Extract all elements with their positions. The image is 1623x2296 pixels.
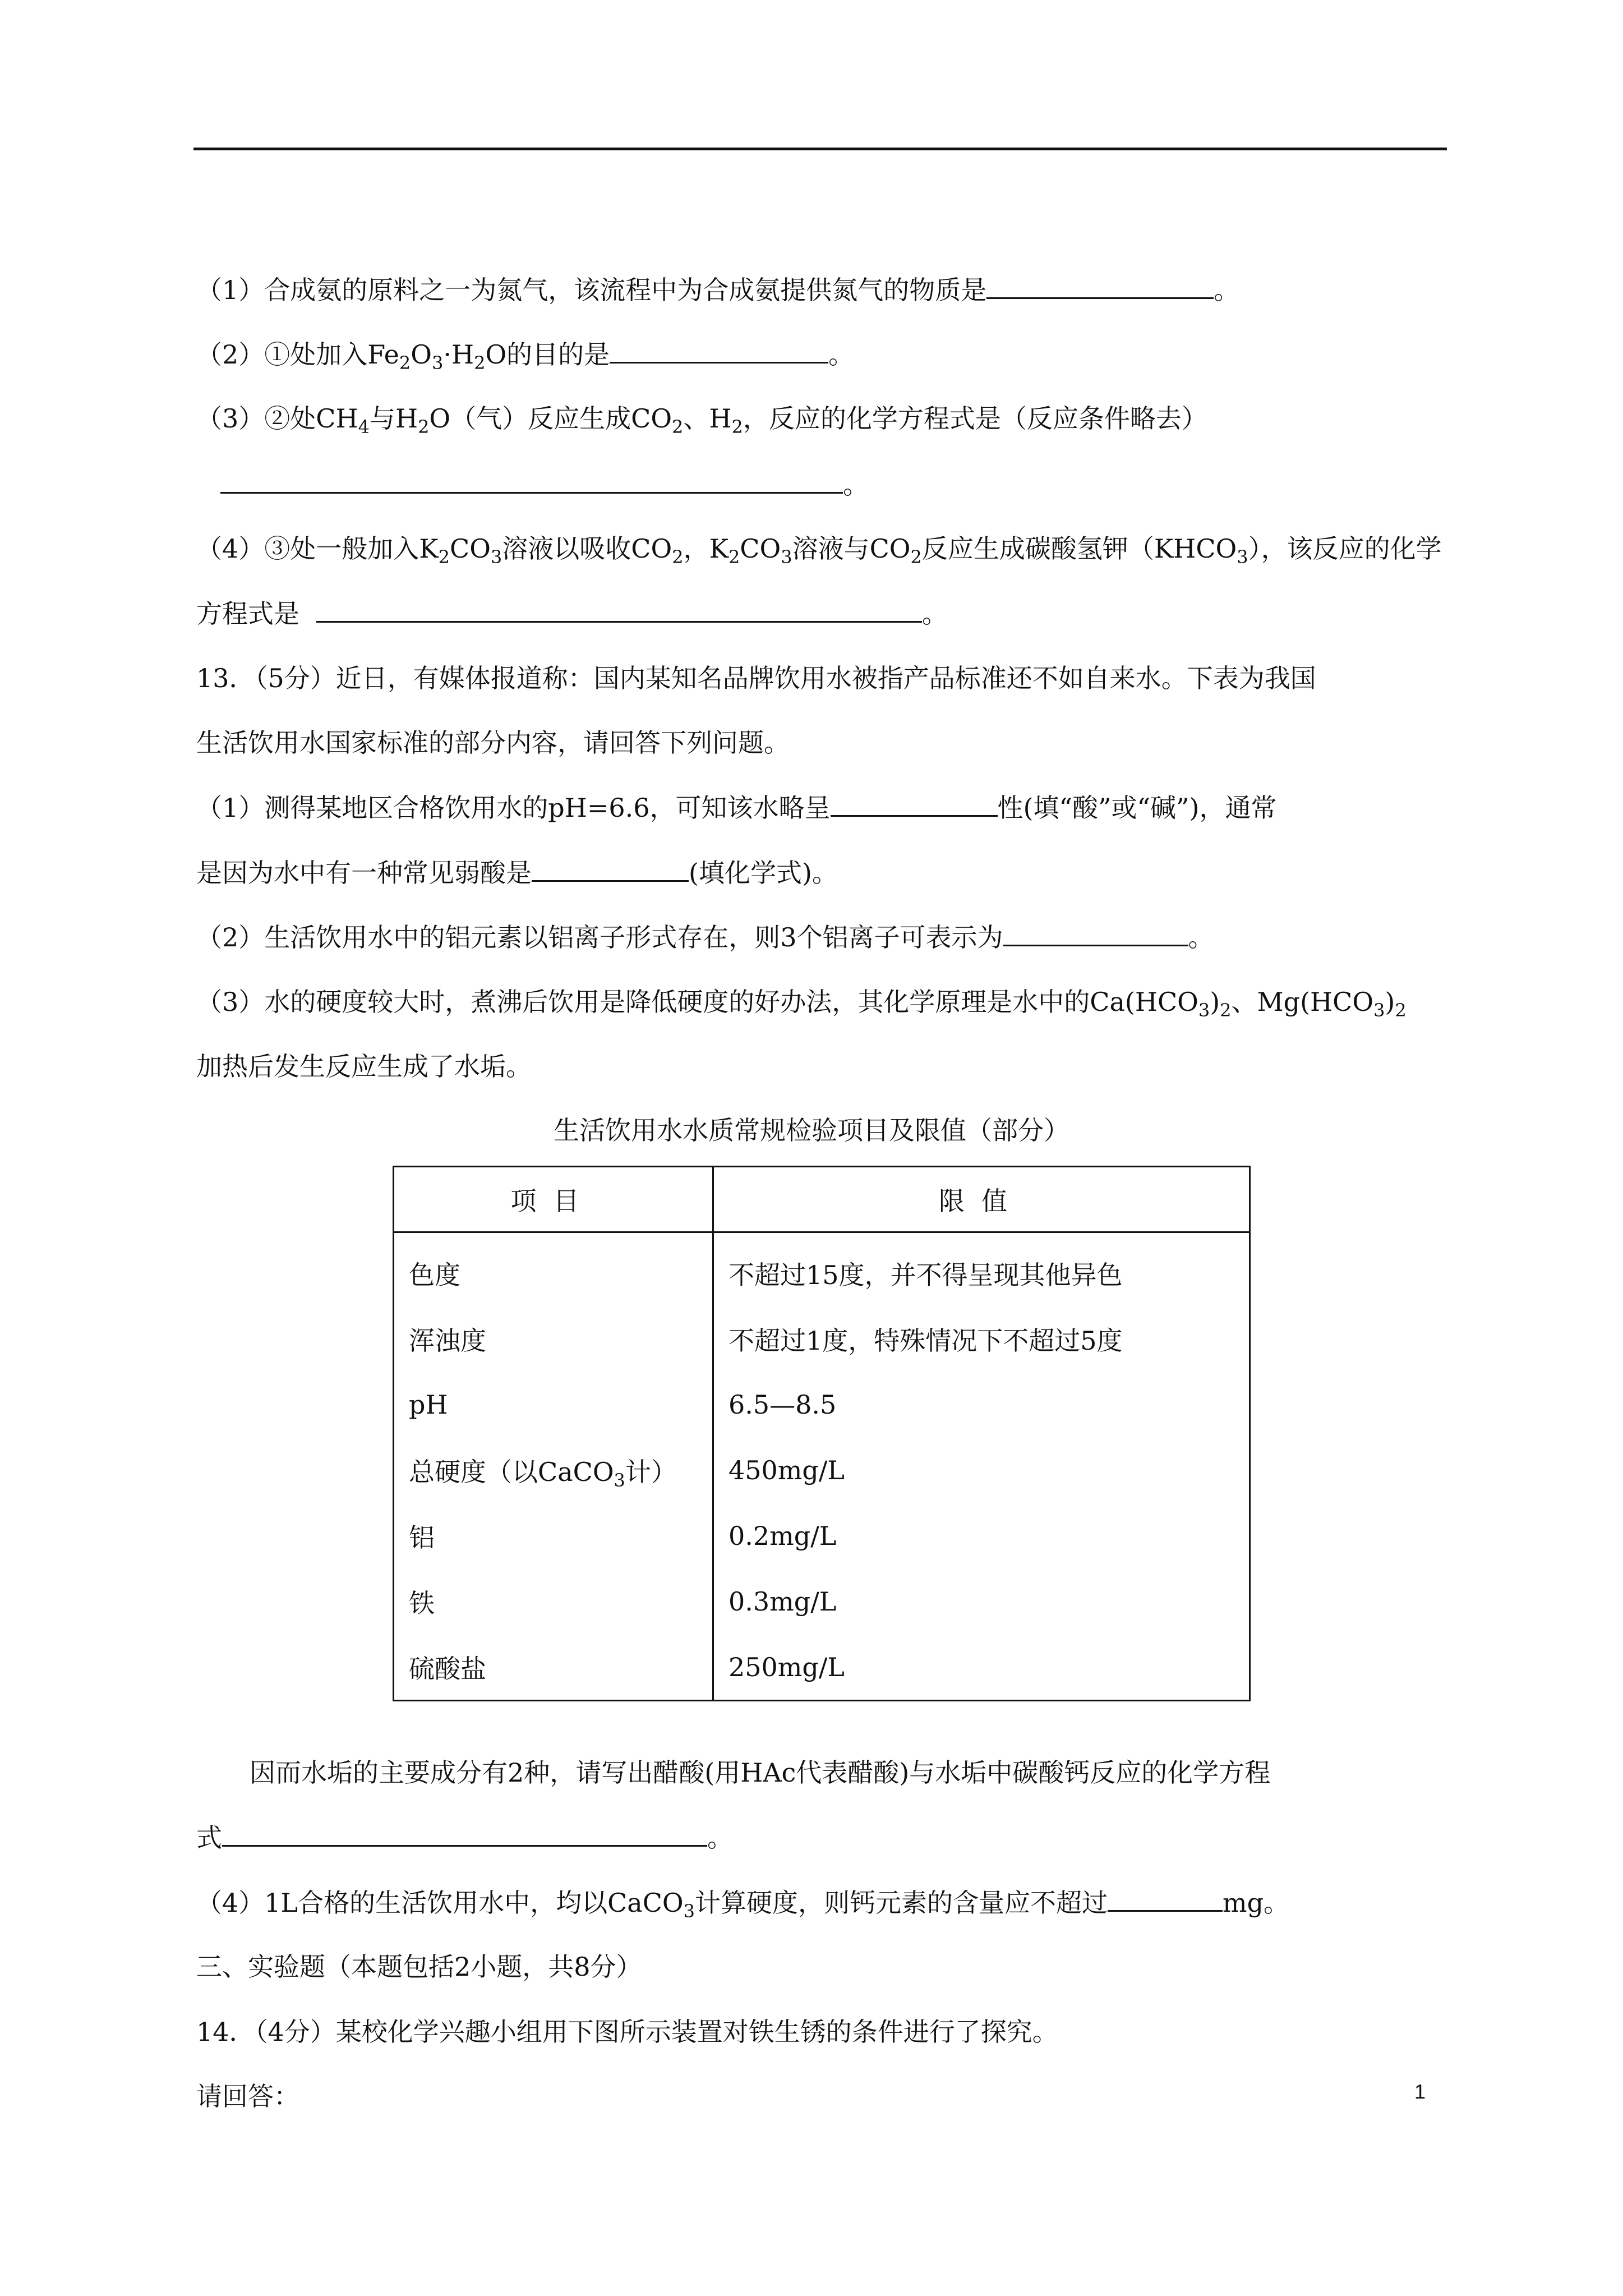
table-row: 铝 0.2mg/L <box>394 1503 1250 1568</box>
table-row: 浑浊度 不超过1度，特殊情况下不超过5度 <box>394 1306 1250 1372</box>
answer-blank[interactable] <box>831 790 998 817</box>
answer-blank[interactable] <box>222 1820 707 1847</box>
q13-scale-text-line2: 式 。 <box>196 1820 733 1855</box>
table-row: 色度 不超过15度，并不得呈现其他异色 <box>394 1232 1250 1306</box>
q13-intro-line2: 生活饮用水国家标准的部分内容，请回答下列问题。 <box>196 728 790 758</box>
answer-blank[interactable] <box>1003 920 1188 946</box>
answer-blank[interactable] <box>532 855 689 882</box>
q12-part4: （4）③处一般加入$K_2CO_3$溶液以吸收$CO_2$，$K_2CO_3$溶液与$CO_2$反应生成碳酸氢钾$(KHCO_3)$，该反应的化学 <box>196 533 1442 568</box>
header-rule <box>193 148 1447 150</box>
q12-part3-answer: 。 <box>220 467 869 501</box>
q13-intro: 13．（5分）近日，有媒体报道称：国内某知名品牌饮用水被指产品标准还不如自来水。下表为我国 <box>196 663 1316 693</box>
q12-part4-line2: 方程式是 。 <box>196 596 948 631</box>
q13-part3-line2: 加热后发生反应生成了水垢。 <box>196 1051 532 1082</box>
q12-part3: （3）②处$CH_4$与$H_2O$（气）反应生成$CO_2$、$H_2$，反应的化学方程式是（反应条件略去） <box>196 403 1207 438</box>
q13-part1: （1）测得某地区合格饮用水的pH=6.6，可知该水略呈 性(填“酸”或“碱”)，通常 <box>196 790 1277 825</box>
q13-part1-line2: 是因为水中有一种常见弱酸是 (填化学式)。 <box>196 855 838 890</box>
q14-prompt: 请回答： <box>196 2081 299 2111</box>
q13-scale-text: 因而水垢的主要成分有2种，请写出醋酸(用HAc代表醋酸)与水垢中碳酸钙反应的化学方程 <box>250 1757 1271 1788</box>
answer-blank[interactable] <box>986 273 1214 299</box>
page-number: 1 <box>1414 2080 1426 2103</box>
table-row: 硫酸盐 250mg/L <box>394 1634 1250 1701</box>
table-row: pH 6.5—8.5 <box>394 1372 1250 1437</box>
header-limit: 限值 <box>713 1167 1250 1232</box>
answer-blank[interactable] <box>1108 1885 1223 1912</box>
answer-blank[interactable] <box>316 596 922 623</box>
q12-part1: （1）合成氨的原料之一为氮气，该流程中为合成氨提供氮气的物质是 。 <box>196 273 1239 307</box>
q13-part2: （2）生活饮用水中的铝元素以铝离子形式存在，则3个铝离子可表示为 。 <box>196 920 1214 954</box>
answer-blank[interactable] <box>220 467 843 494</box>
table-row: 总硬度（以CaCO$_3$计） 450mg/L <box>394 1437 1250 1503</box>
q12-part2: （2）①处加入$Fe_2O_3\cdot H_2O$的目的是 。 <box>196 337 854 371</box>
header-item: 项目 <box>394 1167 713 1232</box>
table-row: 铁 0.3mg/L <box>394 1568 1250 1634</box>
answer-blank[interactable] <box>610 337 828 364</box>
q14-intro: 14．（4分）某校化学兴趣小组用下图所示装置对铁生锈的条件进行了探究。 <box>196 2017 1058 2047</box>
q13-part3: （3）水的硬度较大时，煮沸后饮用是降低硬度的好办法，其化学原理是水中的$Ca(HCO_3)_2$、$Mg(HCO_3)_2$ <box>196 987 1407 1021</box>
table-header-row <box>394 1167 1250 1232</box>
section-heading: 三、实验题（本题包括2小题，共8分） <box>196 1952 642 1982</box>
q13-part4: （4）1L合格的生活饮用水中，均以CaCO$_3$计算硬度，则钙元素的含量应不超过 mg。 <box>196 1885 1289 1920</box>
water-standard-table <box>393 1166 1251 1701</box>
table-caption: 生活饮用水水质常规检验项目及限值（部分） <box>554 1115 1069 1145</box>
